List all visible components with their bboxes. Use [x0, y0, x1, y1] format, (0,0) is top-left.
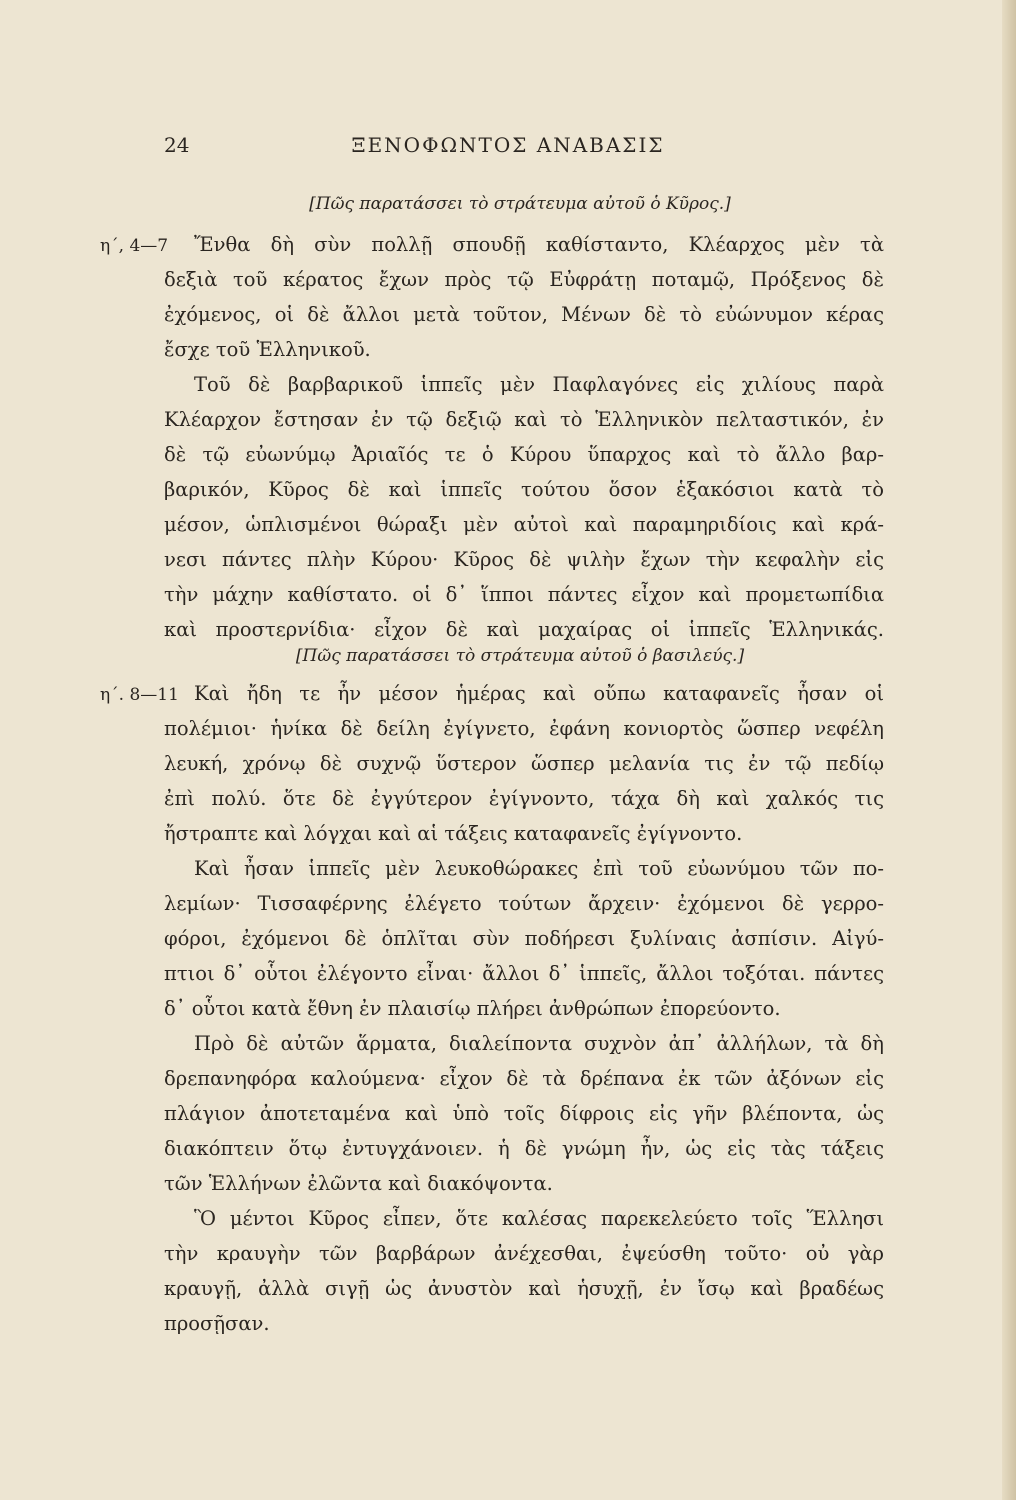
text-line: λεμίων· Τισσαφέρνης ἐλέγετο τούτων ἄρχειν· ἐχόμενοι δὲ γερρο-: [164, 892, 884, 915]
text-line: φόροι, ἐχόμενοι δὲ ὁπλῖται σὺν ποδήρεσι ξυλίναις ἀσπίσιν. Αἰγύ-: [164, 927, 884, 950]
text-line: μέσον, ὡπλισμένοι θώραξι μὲν αὐτοὶ καὶ παραμηριδίοις καὶ κρά-: [164, 513, 884, 536]
text-line: βαρικόν, Κῦρος δὲ καὶ ἱππεῖς τούτου ὅσον ἑξακόσιοι κατὰ τὸ: [164, 478, 884, 501]
text-line: Πρὸ δὲ αὐτῶν ἅρματα, διαλείποντα συχνὸν ἀπ᾽ ἀλλήλων, τὰ δὴ: [194, 1032, 884, 1055]
text-line: πτιοι δ᾽ οὗτοι ἐλέγοντο εἶναι· ἄλλοι δ᾽ ἱππεῖς, ἄλλοι τοξόται. πάντες: [164, 962, 884, 985]
section-heading: [Πῶς παρατάσσει τὸ στράτευμα αὐτοῦ ὁ Κῦρος.]: [309, 194, 731, 214]
running-head: ΞΕΝΟΦΩΝΤΟΣ ΑΝΑΒΑΣΙΣ: [351, 133, 665, 157]
text-line: ἤστραπτε καὶ λόγχαι καὶ αἱ τάξεις καταφανεῖς ἐγίγνοντο.: [164, 822, 743, 845]
text-line: δὲ τῷ εὐωνύμῳ Ἀριαῖός τε ὁ Κύρου ὕπαρχος καὶ τὸ ἄλλο βαρ-: [164, 443, 884, 466]
text-line: Ὃ μέντοι Κῦρος εἶπεν, ὅτε καλέσας παρεκελεύετο τοῖς Ἕλλησι: [194, 1207, 884, 1230]
text-line: καὶ προστερνίδια· εἶχον δὲ καὶ μαχαίρας οἱ ἱππεῖς Ἑλληνικάς.: [164, 618, 884, 641]
text-line: ἐπὶ πολύ. ὅτε δὲ ἐγγύτερον ἐγίγνοντο, τάχα δὴ καὶ χαλκός τις: [164, 787, 884, 810]
text-line: διακόπτειν ὅτῳ ἐντυγχάνοιεν. ἡ δὲ γνώμη ἦν, ὡς εἰς τὰς τάξεις: [164, 1137, 884, 1160]
text-line: νεσι πάντες πλὴν Κύρου· Κῦρος δὲ ψιλὴν ἔχων τὴν κεφαλὴν εἰς: [164, 548, 884, 571]
text-line: Καὶ ἤδη τε ἦν μέσον ἡμέρας καὶ οὔπω καταφανεῖς ἦσαν οἱ: [194, 682, 884, 705]
text-line: τὴν μάχην καθίστατο. οἱ δ᾽ ἵπποι πάντες εἶχον καὶ προμετωπίδια: [164, 583, 884, 606]
section-heading: [Πῶς παρατάσσει τὸ στράτευμα αὐτοῦ ὁ βασιλεύς.]: [295, 646, 745, 666]
text-line: Καὶ ἦσαν ἱππεῖς μὲν λευκοθώρακες ἐπὶ τοῦ εὐωνύμου τῶν πο-: [194, 857, 884, 880]
text-line: Κλέαρχον ἔστησαν ἐν τῷ δεξιῷ καὶ τὸ Ἑλληνικὸν πελταστικόν, ἐν: [164, 408, 884, 431]
text-line: δρεπανηφόρα καλούμενα· εἶχον δὲ τὰ δρέπανα ἐκ τῶν ἀξόνων εἰς: [164, 1067, 884, 1090]
text-line: λευκή, χρόνῳ δὲ συχνῷ ὕστερον ὥσπερ μελανία τις ἐν τῷ πεδίῳ: [164, 752, 884, 775]
margin-reference: η΄. 8—11: [100, 685, 179, 705]
text-line: τὴν κραυγὴν τῶν βαρβάρων ἀνέχεσθαι, ἐψεύσθη τοῦτο· οὐ γὰρ: [164, 1242, 884, 1265]
text-line: τῶν Ἑλλήνων ἐλῶντα καὶ διακόψοντα.: [164, 1172, 553, 1195]
page-header: [0, 133, 1016, 163]
margin-reference: η΄, 4—7: [100, 236, 169, 256]
text-line: προσῇσαν.: [164, 1312, 270, 1335]
text-line: κραυγῇ, ἀλλὰ σιγῇ ὡς ἀνυστὸν καὶ ἡσυχῇ, ἐν ἴσῳ καὶ βραδέως: [164, 1277, 884, 1300]
text-line: ἔσχε τοῦ Ἑλληνικοῦ.: [164, 338, 371, 361]
page-edge: [1002, 0, 1016, 1500]
text-line: ἐχόμενος, οἱ δὲ ἄλλοι μετὰ τοῦτον, Μένων δὲ τὸ εὐώνυμον κέρας: [164, 303, 884, 326]
text-line: δεξιὰ τοῦ κέρατος ἔχων πρὸς τῷ Εὐφράτῃ ποταμῷ, Πρόξενος δὲ: [164, 268, 884, 291]
page-number: 24: [164, 133, 190, 157]
text-line: δ᾽ οὗτοι κατὰ ἔθνη ἐν πλαισίῳ πλήρει ἀνθρώπων ἐπορεύοντο.: [164, 997, 781, 1020]
text-line: πολέμιοι· ἡνίκα δὲ δείλη ἐγίγνετο, ἐφάνη κονιορτὸς ὥσπερ νεφέλη: [164, 717, 884, 740]
text-line: Τοῦ δὲ βαρβαρικοῦ ἱππεῖς μὲν Παφλαγόνες εἰς χιλίους παρὰ: [194, 373, 884, 396]
text-line: Ἔνθα δὴ σὺν πολλῇ σπουδῇ καθίσταντο, Κλέαρχος μὲν τὰ: [194, 233, 884, 256]
text-line: πλάγιον ἀποτεταμένα καὶ ὑπὸ τοῖς δίφροις εἰς γῆν βλέποντα, ὡς: [164, 1102, 884, 1125]
